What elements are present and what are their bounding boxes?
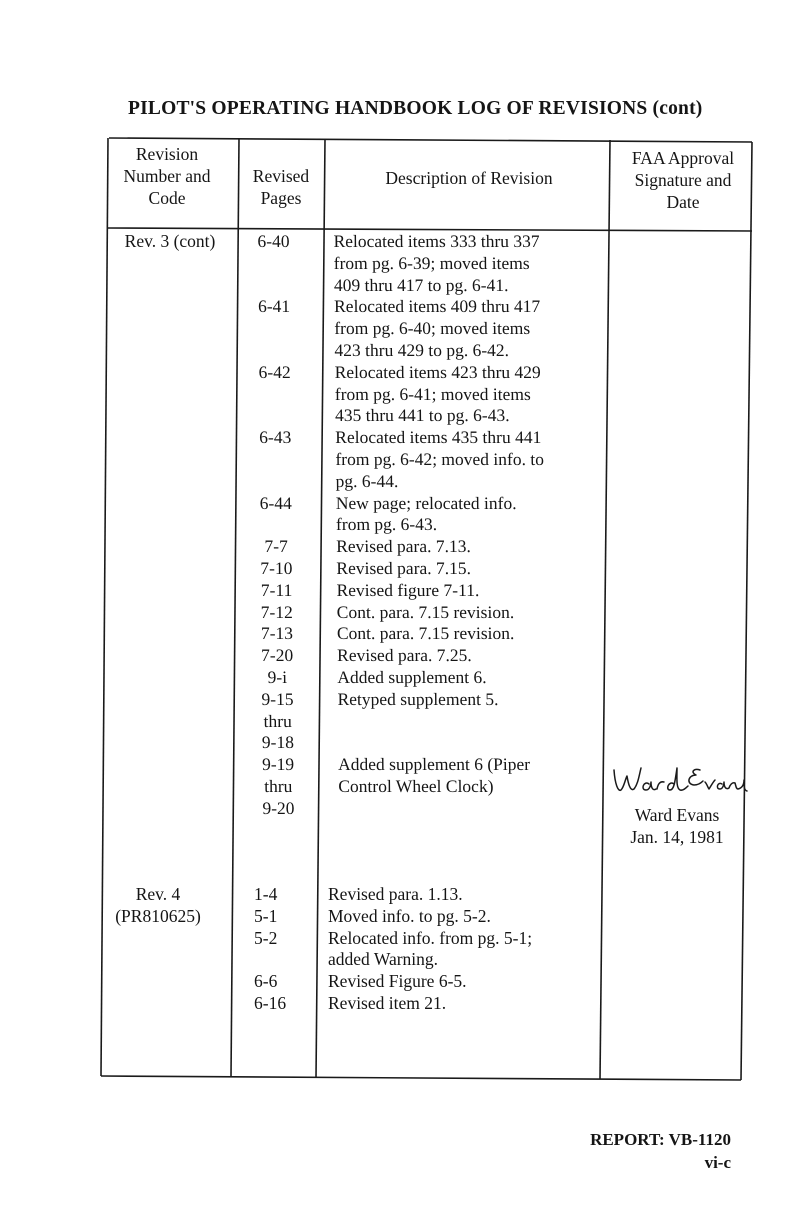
rev4-page	[244, 949, 284, 971]
rev3-page: 7-13	[260, 623, 294, 644]
rev4-page: 6-6	[254, 971, 278, 992]
rev3-description-column	[333, 231, 604, 820]
pages-column-divider	[231, 139, 239, 1077]
approver-name: Ward Evans	[634, 805, 720, 825]
rev3-description-line: Revised para. 7.13.	[336, 536, 471, 557]
rev4-page: 5-2	[254, 927, 278, 948]
rev4-description-line: Relocated info. from pg. 5-1;	[328, 927, 533, 948]
rev3-page	[242, 318, 306, 340]
rev4-description-line: Revised Figure 6-5.	[328, 971, 467, 992]
rev3-page: 7-10	[260, 557, 293, 578]
rev3-page	[243, 384, 307, 406]
rev3-description-line	[338, 798, 604, 820]
rev3-page: 6-43	[259, 427, 292, 448]
rev3-description-line: Control Wheel Clock)	[338, 775, 494, 796]
rev3-page	[242, 275, 306, 297]
rev3-description-line: Relocated items 435 thru 441	[335, 427, 542, 448]
approval-date: Jan. 14, 1981	[630, 827, 724, 847]
rev3-description-line	[338, 711, 604, 733]
rev3-page: 7-7	[264, 536, 288, 557]
rev3-page	[244, 514, 308, 536]
rev3-description-line: Revised para. 7.25.	[337, 645, 472, 666]
rev3-description-line: pg. 6-44.	[335, 470, 399, 491]
rev4-pages-column	[244, 884, 287, 1015]
rev3-description-line: from pg. 6-43.	[335, 514, 438, 535]
rev4-description-line: added Warning.	[328, 949, 439, 970]
rev3-page: 9-18	[261, 732, 295, 753]
rev3-description-line: Relocated items 409 thru 417	[334, 296, 541, 317]
faa-signature	[608, 762, 748, 804]
rev3-page: 7-12	[260, 601, 293, 622]
report-footer	[590, 1128, 731, 1174]
header-revised-pages: Revised Pages	[252, 166, 310, 208]
rev3-description-line: 423 thru 429 to pg. 6-42.	[334, 339, 510, 360]
rev3-page: 7-11	[260, 579, 293, 600]
rev4-page: 1-4	[254, 884, 278, 904]
rev3-description-line: Revised para. 7.15.	[336, 557, 472, 578]
description-column-divider	[316, 139, 325, 1078]
rev3-description-line: from pg. 6-39; moved items	[333, 252, 530, 273]
table-top-border	[109, 138, 752, 142]
rev3-description-line: Relocated items 423 thru 429	[334, 361, 541, 382]
rev4-description-line: Moved info. to pg. 5-2.	[328, 905, 491, 926]
rev3-description-line: Cont. para. 7.15 revision.	[336, 601, 515, 622]
rev3-page: 7-20	[260, 645, 294, 666]
table-bottom-border	[101, 1076, 741, 1080]
rev3-description-line: Cont. para. 7.15 revision.	[336, 623, 515, 644]
rev4-description-line: Revised item 21.	[328, 992, 447, 1013]
rev3-page	[243, 449, 307, 471]
rev3-page: 6-44	[259, 492, 292, 513]
rev3-description-line	[338, 732, 604, 754]
rev3-description-line: Retyped supplement 5.	[337, 688, 499, 709]
rev4-code-id: (PR810625)	[115, 905, 201, 926]
rev3-page: 6-40	[257, 231, 290, 251]
header-revision-number: Revision Number and Code	[123, 144, 211, 208]
rev3-page	[242, 340, 306, 362]
rev3-page: thru	[263, 710, 292, 731]
rev3-page	[243, 405, 307, 427]
rev4-code-line: Rev. 4	[135, 884, 181, 904]
rev3-description-line: Added supplement 6 (Piper	[337, 754, 531, 775]
rev3-page: 9-i	[267, 666, 288, 687]
rev3-page: 9-20	[262, 797, 295, 818]
header-faa-approval: FAA Approval Signature and Date	[631, 148, 735, 212]
rev3-page: 6-41	[257, 296, 291, 317]
rev3-pages-column	[241, 231, 310, 820]
right-border	[741, 142, 752, 1080]
rev3-description-line: from pg. 6-41; moved items	[334, 383, 531, 404]
rev3-page: thru	[264, 775, 293, 796]
header-description: Description of Revision	[385, 168, 553, 188]
rev4-page: 6-16	[254, 992, 287, 1013]
rev3-page	[244, 471, 308, 493]
page-title: PILOT'S OPERATING HANDBOOK LOG OF REVISIONS (cont)	[128, 98, 703, 119]
rev3-page	[242, 253, 306, 275]
rev3-description-line: Relocated items 333 thru 337	[333, 231, 540, 251]
rev3-page: 9-19	[261, 754, 295, 775]
rev3-description-line: New page; relocated info.	[335, 492, 517, 513]
rev3-description-line: Added supplement 6.	[337, 666, 487, 687]
rev3-page: 6-42	[258, 361, 291, 382]
rev3-description-line: from pg. 6-40; moved items	[334, 318, 531, 339]
rev3-code: Rev. 3 (cont)	[124, 231, 216, 251]
rev3-page: 9-15	[261, 688, 294, 709]
rev3-description-line: from pg. 6-42; moved info. to	[335, 448, 545, 469]
left-border	[101, 138, 108, 1076]
report-number: REPORT: VB-1120	[590, 1130, 731, 1149]
rev4-code	[95, 884, 221, 928]
rev3-description-line: 435 thru 441 to pg. 6-43.	[334, 405, 510, 426]
rev4-description-line: Revised para. 1.13.	[328, 884, 463, 904]
page-number: vi-c	[704, 1153, 731, 1172]
rev3-description-line: Revised figure 7-11.	[336, 579, 480, 600]
rev4-page: 5-1	[254, 905, 278, 926]
rev4-description-column	[328, 884, 596, 1015]
rev3-description-line: 409 thru 417 to pg. 6-41.	[333, 274, 509, 295]
